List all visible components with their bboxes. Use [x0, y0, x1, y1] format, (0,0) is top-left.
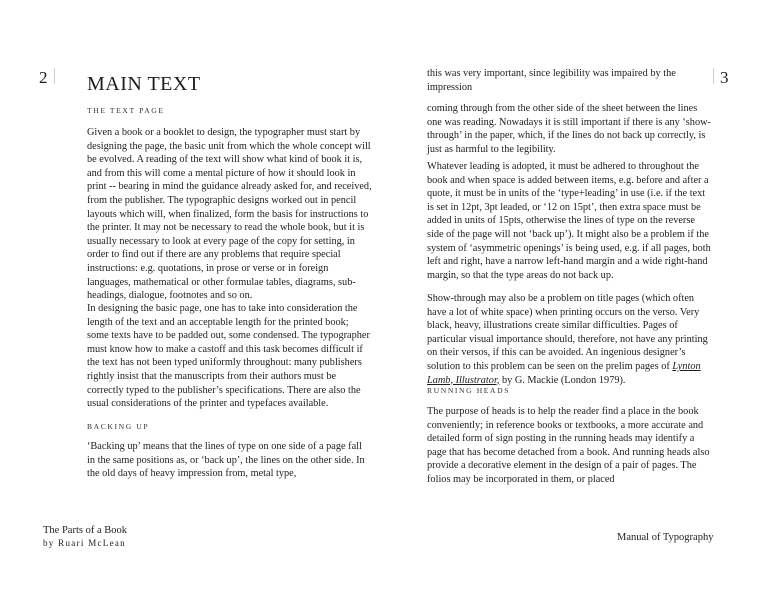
page-number-right: 3: [720, 68, 729, 87]
paragraph-leading: Whatever leading is adopted, it must be adhered to throughout the book and when space is added between items, e.g. before and after a quote, it must be in units of the ‘type+leading’ in use (i.e. if the text is set in 12pt, 3pt leaded, or ‘12 on 15pt’, then extra space must be added in units of 15pts, otherwise the lines of type on the reverse side of the page will not ‘back up’). It might also be a problem if the system of ‘asymmetric openings’ is being used, e.g. if all pages, both left and right, have a narrow left-hand margin and a wide right-hand margin, so that the type areas do not back up.: [427, 161, 711, 281]
footer-author: by Ruari McLean: [43, 538, 126, 548]
paragraph-title-pages-end: by G. Mackie (London 1979).: [499, 374, 626, 386]
paragraph-continued: this was very important, since legibility was impaired by the impression: [427, 68, 676, 93]
paragraph-text-page-1: Given a book or a booklet to design, the typographer must start by designing the page, the basic unit from which the whole concept will be evolved. A reading of the text will show what kind of book it is, and from this will come a mental picture of how it should look in print -- bearing in mind the guidance already asked for, and received, from the publisher. The typographic designs worked out in pencil layouts which will, when finalized, form the basis for instructions to the printer. It may not be necessary to read the whole book, but it is usually necessary to look at every page of the copy for setting, in order to find out if there are any problems that require special instructions: e.g. quotations, in prose or verse or in foreign languages, mathematical or other formulae tables, diagrams, sub-headings, dialogue, footnotes and so on.: [87, 127, 372, 302]
paragraph-title-pages-text: Show-through may also be a problem on title pages (which often have a lot of white space) when printing occurs on the verso. Very black, heavy, illustrations create similar difficulties. Pages of particular visual importance should, therefore, not have any printing on their versos, if this can be avoided. An ingenious designer’s solution to this problem can be seen on the prelim pages of: [427, 293, 708, 372]
footer-book-title: The Parts of a Book: [43, 525, 127, 536]
paragraph-show-through: coming through from the other side of the sheet between the lines one was reading. Nowadays it is still important if there is any ‘show-through’ in the paper, which, if the lines do not back up correctly, is just as harmful to the legibility.: [427, 103, 711, 155]
paragraph-backing-up: ‘Backing up’ means that the lines of type on one side of a page fall in the same positions as, or ‘back up’, the lines on the other side. In the old days of heavy impression from, metal type,: [87, 441, 365, 480]
section-heading-text-page: THE TEXT PAGE: [87, 106, 165, 115]
section-heading-running-heads: RUNNING HEADS: [427, 386, 511, 395]
folio-divider-right: [713, 68, 714, 84]
paragraph-title-pages: [427, 292, 713, 387]
book-reference-link[interactable]: Lynton Lamb, Illustrator,: [427, 360, 701, 386]
footer-manual-title: Manual of Typography: [617, 532, 714, 543]
page-title: MAIN TEXT: [87, 73, 201, 95]
section-heading-backing-up: BACKING UP: [87, 422, 150, 431]
paragraph-running-heads: The purpose of heads is to help the reader find a place in the book conveniently; in reference books or textbooks, a more accurate and detailed form of sign posting in the running heads may identify a page that has become detached from a book. And running heads also provide a decorative element in the design of a pair of pages. The folios may be incorporated in them, or placed: [427, 406, 710, 485]
page-number-left: 2: [39, 68, 48, 87]
folio-divider-left: [54, 68, 55, 84]
paragraph-text-page-2: In designing the basic page, one has to take into consideration the length of the text and an acceptable length for the printed book; some texts have to be padded out, some condensed. The typographer must know how to make a castoff and this task becomes difficult if the text has not been typed uniformly throughout: many publishers rightly insist that the manuscripts from their authors must be correctly typed to the publisher’s specifications. There are also the usual considerations of the printer and typefaces available.: [87, 303, 370, 410]
